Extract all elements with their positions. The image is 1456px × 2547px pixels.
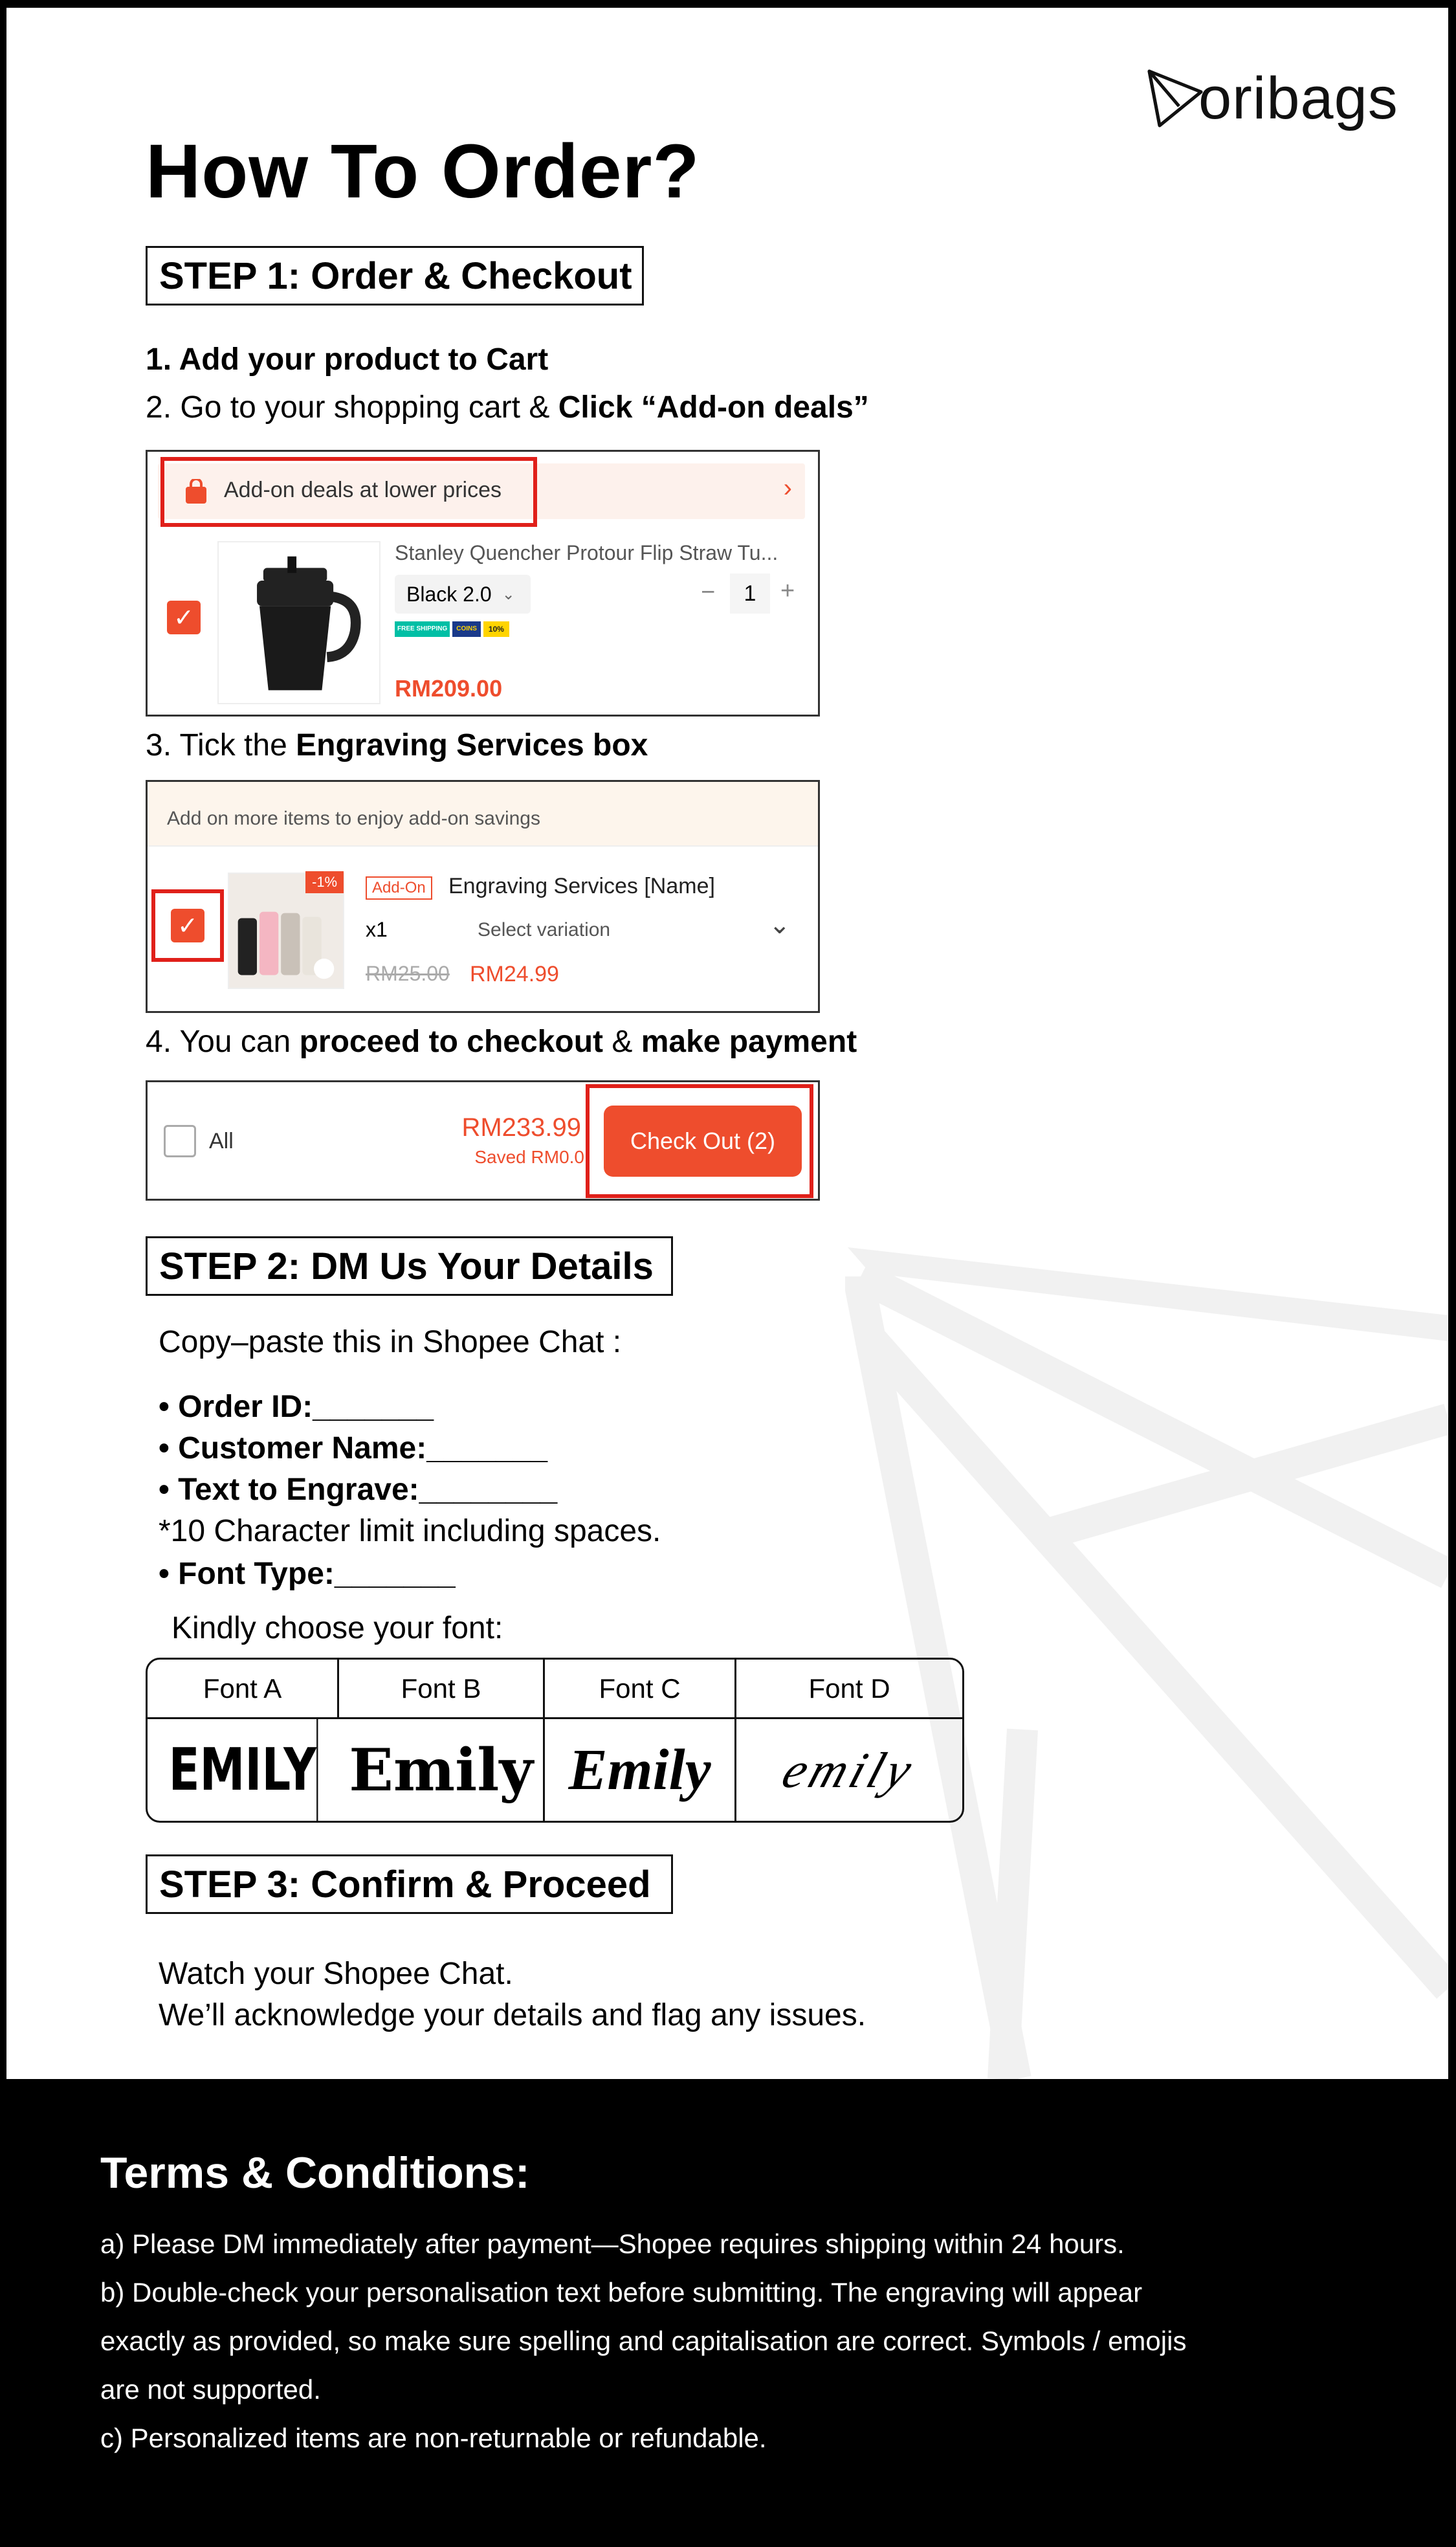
- order-guide-sheet: [6, 8, 1448, 2079]
- tumbler-icon: [219, 542, 379, 703]
- checkout-highlight: [586, 1084, 813, 1198]
- product-price: RM209.00: [395, 675, 503, 702]
- detail-order-id: • Order ID:_______: [159, 1390, 434, 1424]
- detail-customer-name-text: Customer Name:_______: [178, 1431, 548, 1465]
- step1-item2-bold: Click “Add-on deals”: [558, 390, 869, 425]
- font-c-header: Font C: [545, 1660, 736, 1719]
- font-prompt: Kindly choose your font:: [171, 1611, 503, 1645]
- step2-heading: STEP 2: DM Us Your Details: [146, 1236, 673, 1296]
- terms-line-b-cont: exactly as provided, so make sure spelling and capitalisation are correct. Symbols / emojis: [100, 2326, 1187, 2356]
- select-all-checkbox[interactable]: [164, 1125, 196, 1157]
- new-price: RM24.99: [470, 962, 559, 986]
- character-limit-note: *10 Character limit including spaces.: [159, 1514, 661, 1548]
- detail-order-id-text: Order ID:_______: [178, 1390, 434, 1424]
- step1-item1: 1. Add your product to Cart: [146, 342, 549, 377]
- step3-line2: We’ll acknowledge your details and flag any issues.: [159, 1998, 866, 2032]
- paper-plane-logo-icon: [1145, 67, 1205, 129]
- font-c-sample: Emily: [545, 1719, 736, 1821]
- detail-customer-name: • Customer Name:_______: [159, 1431, 548, 1465]
- engraving-product-name: Engraving Services [Name]: [448, 874, 715, 898]
- step1-item4-mid: &: [603, 1025, 641, 1059]
- quantity-minus-button[interactable]: −: [701, 579, 716, 606]
- product-image: [217, 541, 381, 704]
- step1-item3: [146, 730, 648, 761]
- terms-line-b-end: are not supported.: [100, 2374, 321, 2405]
- cart-screenshot: [146, 450, 820, 717]
- quantity-plus-button[interactable]: +: [780, 577, 795, 605]
- font-b-header: Font B: [339, 1660, 545, 1719]
- coins-chip: COINS: [452, 621, 481, 637]
- chevron-right-icon[interactable]: ›: [783, 474, 792, 502]
- step1-item4-bold2: make payment: [641, 1025, 857, 1059]
- step1-item3-text: 3. Tick the: [146, 728, 296, 762]
- addon-screenshot: [146, 780, 820, 1013]
- terms-title: Terms & Conditions:: [100, 2148, 530, 2197]
- promo-chips: [395, 621, 509, 637]
- step3-line1: Watch your Shopee Chat.: [159, 1957, 513, 1991]
- quantity-value[interactable]: 1: [730, 573, 770, 614]
- detail-text-to-engrave-text: Text to Engrave:________: [178, 1473, 558, 1507]
- detail-font-type-text: Font Type:_______: [178, 1557, 456, 1591]
- checkout-saved: Saved RM0.0: [474, 1147, 584, 1167]
- step1-item3-bold: Engraving Services box: [296, 728, 648, 762]
- checkout-button[interactable]: Check Out (2): [604, 1106, 802, 1177]
- page-title: How To Order?: [146, 129, 700, 214]
- addon-deals-label: Add-on deals at lower prices: [224, 478, 502, 502]
- step1-item2: [146, 392, 869, 423]
- variant-label: Black 2.0: [406, 582, 492, 606]
- terms-line-a: a) Please DM immediately after payment—Shopee requires shipping within 24 hours.: [100, 2229, 1125, 2259]
- font-b-sample: Emily: [339, 1719, 545, 1821]
- select-variation[interactable]: Select variation: [478, 919, 611, 940]
- checkout-screenshot: [146, 1080, 820, 1201]
- old-price: RM25.00: [366, 962, 450, 985]
- terms-section: [0, 2089, 1456, 2547]
- variant-selector[interactable]: [395, 575, 531, 614]
- detail-font-type: • Font Type:_______: [159, 1557, 456, 1591]
- discount-badge: -1%: [305, 871, 344, 893]
- font-d-sample: emily: [776, 1741, 923, 1798]
- step1-item4: [146, 1027, 857, 1058]
- detail-text-to-engrave: • Text to Engrave:________: [159, 1473, 558, 1507]
- checkout-total: RM233.99: [461, 1113, 581, 1142]
- step1-item2-text: 2. Go to your shopping cart &: [146, 390, 558, 425]
- terms-line-b: b) Double-check your personalisation text before submitting. The engraving will appear: [100, 2277, 1143, 2308]
- font-d-header: Font D: [736, 1660, 962, 1719]
- terms-line-c: c) Personalized items are non-returnable or refundable.: [100, 2423, 767, 2453]
- addon-header-text: Add on more items to enjoy add-on savings: [167, 808, 540, 829]
- select-all-label: All: [209, 1129, 234, 1153]
- product-checkbox[interactable]: ✓: [167, 601, 201, 634]
- step2-intro: Copy–paste this in Shopee Chat :: [159, 1325, 622, 1359]
- font-options-table: [146, 1658, 964, 1823]
- addon-tag: Add-On: [366, 876, 432, 900]
- step1-item4-text: 4. You can: [146, 1025, 300, 1059]
- shopping-bag-icon: [183, 479, 209, 505]
- step3-heading: STEP 3: Confirm & Proceed: [146, 1854, 673, 1914]
- font-a-header: Font A: [148, 1660, 339, 1719]
- brand-logo: [1145, 66, 1398, 131]
- font-a-sample: EMILY: [169, 1719, 318, 1821]
- step1-item4-bold1: proceed to checkout: [299, 1025, 603, 1059]
- engraving-qty: x1: [366, 918, 388, 941]
- discount-chip: 10%: [483, 621, 509, 637]
- chevron-down-icon[interactable]: ⌄: [769, 911, 791, 939]
- step1-heading: STEP 1: Order & Checkout: [146, 246, 644, 306]
- free-shipping-chip: FREE SHIPPING: [395, 621, 450, 637]
- engraving-checkbox[interactable]: ✓: [171, 909, 204, 942]
- brand-name: oribags: [1198, 65, 1398, 131]
- chevron-down-icon: ⌄: [502, 585, 515, 603]
- product-name: Stanley Quencher Protour Flip Straw Tu...: [395, 541, 778, 564]
